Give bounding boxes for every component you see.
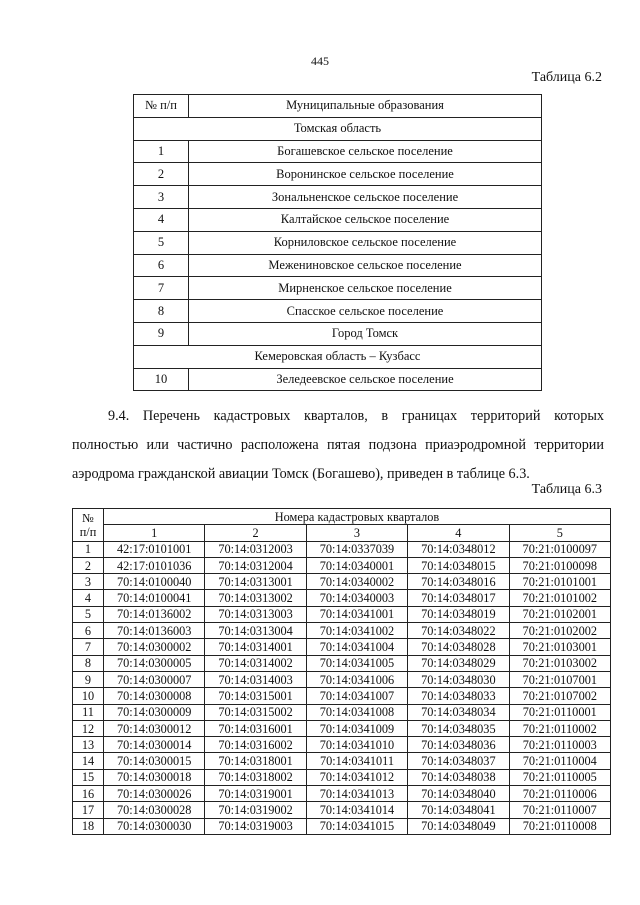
- row-number: 17: [73, 802, 104, 818]
- row-number: 2: [134, 163, 189, 186]
- cadastral-quarter-cell: 70:21:0102001: [509, 606, 610, 622]
- cadastral-quarter-cell: 70:14:0319001: [205, 786, 306, 802]
- cadastral-quarter-cell: 70:14:0348022: [408, 623, 509, 639]
- table-row: [134, 163, 542, 186]
- row-number: 5: [73, 606, 104, 622]
- cadastral-quarter-cell: 70:14:0348030: [408, 671, 509, 687]
- header-number-sign: №: [82, 510, 94, 525]
- municipality-name: Спасское сельское поселение: [189, 300, 542, 323]
- region-name: Томская область: [134, 117, 542, 140]
- cadastral-quarter-cell: 70:14:0314002: [205, 655, 306, 671]
- cadastral-quarter-cell: 70:14:0348019: [408, 606, 509, 622]
- cadastral-quarter-cell: 70:14:0300030: [104, 818, 205, 834]
- table-row: [134, 368, 542, 391]
- cadastral-quarters-table: [72, 508, 611, 835]
- cadastral-quarter-cell: 70:14:0319003: [205, 818, 306, 834]
- municipality-name: Межениновское сельское поселение: [189, 254, 542, 277]
- cadastral-quarter-cell: 70:14:0341006: [306, 671, 407, 687]
- row-number: 9: [73, 671, 104, 687]
- table-header-row: [134, 95, 542, 118]
- cadastral-quarter-cell: 70:21:0110006: [509, 786, 610, 802]
- cadastral-quarter-cell: 70:14:0348029: [408, 655, 509, 671]
- cadastral-quarter-cell: 70:14:0300002: [104, 639, 205, 655]
- cadastral-quarter-cell: 70:21:0110004: [509, 753, 610, 769]
- cadastral-quarter-cell: 70:14:0341014: [306, 802, 407, 818]
- table-row: [73, 671, 611, 687]
- row-number: 12: [73, 720, 104, 736]
- cadastral-quarter-cell: 70:14:0341008: [306, 704, 407, 720]
- table-row: [134, 186, 542, 209]
- cadastral-quarter-cell: 70:14:0348028: [408, 639, 509, 655]
- row-number: 2: [73, 557, 104, 573]
- municipality-name: Город Томск: [189, 322, 542, 345]
- row-number: 10: [134, 368, 189, 391]
- table-6-3-caption: Таблица 6.3: [531, 482, 602, 497]
- header-number-pp: п/п: [79, 524, 97, 539]
- cadastral-quarter-cell: 70:14:0300008: [104, 688, 205, 704]
- cadastral-quarter-cell: 70:21:0101002: [509, 590, 610, 606]
- municipality-name: Воронинское сельское поселение: [189, 163, 542, 186]
- paragraph-line: полностью или частично расположена пятая подзона приаэродромной территории: [72, 437, 604, 453]
- cadastral-quarter-cell: 70:14:0313001: [205, 574, 306, 590]
- cadastral-quarter-cell: 70:14:0340002: [306, 574, 407, 590]
- cadastral-quarter-cell: 70:14:0300026: [104, 786, 205, 802]
- cadastral-quarter-cell: 70:14:0348033: [408, 688, 509, 704]
- row-number: 7: [134, 277, 189, 300]
- cadastral-quarter-cell: 70:14:0341005: [306, 655, 407, 671]
- cadastral-quarter-cell: 70:14:0314001: [205, 639, 306, 655]
- table-row: [73, 639, 611, 655]
- cadastral-quarter-cell: 70:14:0313002: [205, 590, 306, 606]
- cadastral-quarter-cell: 70:14:0348017: [408, 590, 509, 606]
- row-number: 8: [73, 655, 104, 671]
- row-number: 5: [134, 231, 189, 254]
- table-row: [134, 231, 542, 254]
- municipality-name: Зеледеевское сельское поселение: [189, 368, 542, 391]
- cadastral-quarter-cell: 70:14:0341011: [306, 753, 407, 769]
- table-row: [73, 753, 611, 769]
- cadastral-quarter-cell: 70:14:0300012: [104, 720, 205, 736]
- page-number: 445: [311, 54, 329, 68]
- cadastral-quarter-cell: 70:14:0348035: [408, 720, 509, 736]
- cadastral-quarter-cell: 70:14:0100041: [104, 590, 205, 606]
- table-row: [73, 541, 611, 557]
- cadastral-quarter-cell: 70:14:0348040: [408, 786, 509, 802]
- municipalities-table: [133, 94, 542, 391]
- region-group-row: [134, 345, 542, 368]
- row-number: 10: [73, 688, 104, 704]
- cadastral-quarter-cell: 70:14:0314003: [205, 671, 306, 687]
- row-number: 7: [73, 639, 104, 655]
- cadastral-quarter-cell: 70:14:0337039: [306, 541, 407, 557]
- cadastral-quarter-cell: 70:14:0340003: [306, 590, 407, 606]
- cadastral-quarter-cell: 70:21:0110008: [509, 818, 610, 834]
- row-number: 18: [73, 818, 104, 834]
- cadastral-quarter-cell: 70:14:0312003: [205, 541, 306, 557]
- cadastral-quarter-cell: 70:14:0341002: [306, 623, 407, 639]
- cadastral-quarter-cell: 70:21:0100098: [509, 557, 610, 573]
- cadastral-quarter-cell: 70:21:0110003: [509, 737, 610, 753]
- row-number: 14: [73, 753, 104, 769]
- cadastral-quarter-cell: 70:14:0300028: [104, 802, 205, 818]
- table-row: [73, 704, 611, 720]
- cadastral-quarter-cell: 70:14:0313004: [205, 623, 306, 639]
- column-header-municipality: Муниципальные образования: [189, 95, 542, 118]
- cadastral-quarter-cell: 70:14:0348049: [408, 818, 509, 834]
- cadastral-quarter-cell: 70:14:0341001: [306, 606, 407, 622]
- column-number: 5: [509, 525, 610, 541]
- cadastral-quarter-cell: 70:21:0110007: [509, 802, 610, 818]
- table-row: [73, 606, 611, 622]
- table-row: [73, 720, 611, 736]
- cadastral-quarter-cell: 70:14:0341004: [306, 639, 407, 655]
- table-row: [134, 300, 542, 323]
- cadastral-quarter-cell: 70:14:0341007: [306, 688, 407, 704]
- table-header-row: [73, 509, 611, 525]
- region-name: Кемеровская область – Кузбасс: [134, 345, 542, 368]
- cadastral-quarter-cell: 70:14:0315001: [205, 688, 306, 704]
- table-row: [134, 277, 542, 300]
- cadastral-quarter-cell: 70:21:0103002: [509, 655, 610, 671]
- column-number: 2: [205, 525, 306, 541]
- cadastral-quarter-cell: 70:14:0341013: [306, 786, 407, 802]
- row-number: 4: [73, 590, 104, 606]
- row-number: 9: [134, 322, 189, 345]
- paragraph-line: 9.4. Перечень кадастровых кварталов, в границах территорий которых: [108, 408, 604, 424]
- cadastral-quarter-cell: 70:14:0300007: [104, 671, 205, 687]
- paragraph-line: аэродрома гражданской авиации Томск (Богашево), приведен в таблице 6.3.: [72, 466, 530, 482]
- table-6-2-caption: Таблица 6.2: [531, 70, 602, 85]
- cadastral-quarter-cell: 70:14:0341009: [306, 720, 407, 736]
- row-number: 1: [134, 140, 189, 163]
- municipality-name: Мирненское сельское поселение: [189, 277, 542, 300]
- cadastral-quarter-cell: 70:14:0341015: [306, 818, 407, 834]
- cadastral-quarter-cell: 70:14:0136002: [104, 606, 205, 622]
- cadastral-quarter-cell: 70:21:0102002: [509, 623, 610, 639]
- table-row: [134, 322, 542, 345]
- column-number: 4: [408, 525, 509, 541]
- cadastral-quarter-cell: 70:14:0348016: [408, 574, 509, 590]
- cadastral-quarter-cell: 70:21:0101001: [509, 574, 610, 590]
- cadastral-quarter-cell: 70:14:0136003: [104, 623, 205, 639]
- table-row: [73, 623, 611, 639]
- municipality-name: Богашевское сельское поселение: [189, 140, 542, 163]
- cadastral-quarter-cell: 70:14:0319002: [205, 802, 306, 818]
- row-number: 3: [73, 574, 104, 590]
- row-number: 8: [134, 300, 189, 323]
- column-header-number: [73, 509, 104, 542]
- row-number: 13: [73, 737, 104, 753]
- cadastral-quarter-cell: 70:14:0300009: [104, 704, 205, 720]
- row-number: 3: [134, 186, 189, 209]
- cadastral-quarter-cell: 70:14:0348012: [408, 541, 509, 557]
- municipality-name: Калтайское сельское поселение: [189, 208, 542, 231]
- cadastral-quarter-cell: 70:21:0103001: [509, 639, 610, 655]
- cadastral-quarter-cell: 70:14:0348037: [408, 753, 509, 769]
- cadastral-quarter-cell: 70:21:0107002: [509, 688, 610, 704]
- region-group-row: [134, 117, 542, 140]
- column-number: 3: [306, 525, 407, 541]
- column-header-group: Номера кадастровых кварталов: [104, 509, 611, 525]
- cadastral-quarter-cell: 70:14:0100040: [104, 574, 205, 590]
- column-number: 1: [104, 525, 205, 541]
- row-number: 15: [73, 769, 104, 785]
- municipality-name: Корниловское сельское поселение: [189, 231, 542, 254]
- row-number: 4: [134, 208, 189, 231]
- row-number: 6: [134, 254, 189, 277]
- table-row: [73, 802, 611, 818]
- table-row: [134, 254, 542, 277]
- table-row: [73, 786, 611, 802]
- table-row: [73, 818, 611, 834]
- cadastral-quarter-cell: 70:21:0110005: [509, 769, 610, 785]
- column-number-row: [73, 525, 611, 541]
- table-row: [134, 208, 542, 231]
- cadastral-quarter-cell: 70:14:0300014: [104, 737, 205, 753]
- cadastral-quarter-cell: 70:14:0313003: [205, 606, 306, 622]
- cadastral-quarter-cell: 70:14:0316002: [205, 737, 306, 753]
- cadastral-quarter-cell: 70:21:0107001: [509, 671, 610, 687]
- row-number: 1: [73, 541, 104, 557]
- cadastral-quarter-cell: 70:14:0341012: [306, 769, 407, 785]
- table-row: [73, 590, 611, 606]
- cadastral-quarter-cell: 70:21:0110002: [509, 720, 610, 736]
- cadastral-quarter-cell: 70:14:0300015: [104, 753, 205, 769]
- cadastral-quarter-cell: 70:14:0348034: [408, 704, 509, 720]
- cadastral-quarter-cell: 70:14:0340001: [306, 557, 407, 573]
- paragraph-9-4: [72, 402, 604, 489]
- column-header-number: № п/п: [134, 95, 189, 118]
- cadastral-quarter-cell: 70:21:0110001: [509, 704, 610, 720]
- cadastral-quarter-cell: 70:14:0348015: [408, 557, 509, 573]
- row-number: 6: [73, 623, 104, 639]
- cadastral-quarter-cell: 42:17:0101036: [104, 557, 205, 573]
- cadastral-quarter-cell: 70:14:0341010: [306, 737, 407, 753]
- row-number: 16: [73, 786, 104, 802]
- table-row: [73, 557, 611, 573]
- cadastral-quarter-cell: 70:14:0316001: [205, 720, 306, 736]
- table-row: [73, 737, 611, 753]
- cadastral-quarter-cell: 70:14:0348036: [408, 737, 509, 753]
- cadastral-quarter-cell: 70:14:0348038: [408, 769, 509, 785]
- cadastral-quarter-cell: 70:14:0312004: [205, 557, 306, 573]
- row-number: 11: [73, 704, 104, 720]
- cadastral-quarter-cell: 70:14:0315002: [205, 704, 306, 720]
- cadastral-quarter-cell: 70:14:0318001: [205, 753, 306, 769]
- cadastral-quarter-cell: 42:17:0101001: [104, 541, 205, 557]
- cadastral-quarter-cell: 70:21:0100097: [509, 541, 610, 557]
- cadastral-quarter-cell: 70:14:0348041: [408, 802, 509, 818]
- municipality-name: Зональненское сельское поселение: [189, 186, 542, 209]
- table-row: [73, 688, 611, 704]
- cadastral-quarter-cell: 70:14:0300018: [104, 769, 205, 785]
- table-row: [134, 140, 542, 163]
- cadastral-quarter-cell: 70:14:0318002: [205, 769, 306, 785]
- table-row: [73, 769, 611, 785]
- table-row: [73, 655, 611, 671]
- cadastral-quarter-cell: 70:14:0300005: [104, 655, 205, 671]
- table-row: [73, 574, 611, 590]
